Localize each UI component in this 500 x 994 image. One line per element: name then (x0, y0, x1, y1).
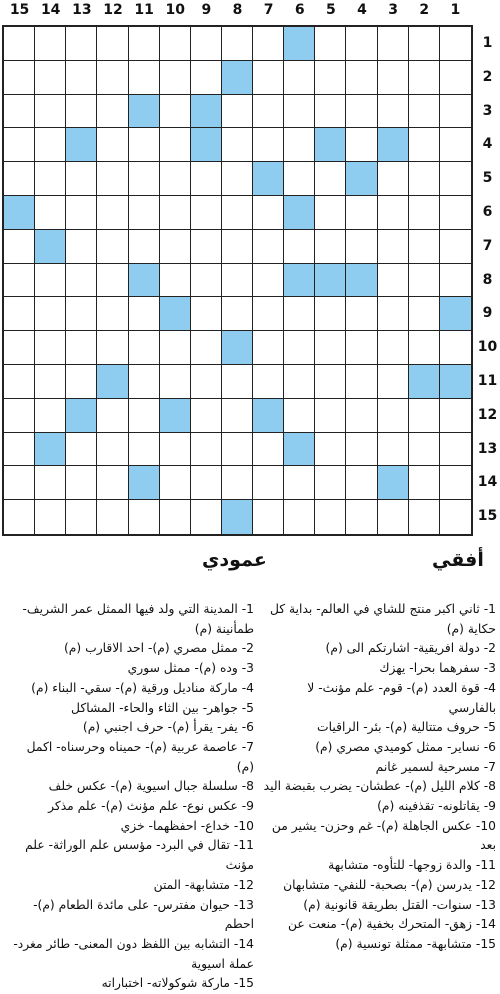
answer-cell[interactable] (191, 196, 222, 230)
answer-cell[interactable] (129, 230, 160, 264)
column-number: 7 (263, 2, 274, 18)
shaded-cell (346, 162, 377, 196)
shaded-cell (346, 264, 377, 298)
answer-cell[interactable] (315, 297, 346, 331)
answer-cell[interactable] (222, 196, 253, 230)
clue-item: 8- كلام الليل (م)- عطشان- يضرب بقبضة اليد (263, 779, 496, 794)
clue-item: 12- يدرسن (م)- بصحبة- للنفي- متشابهان (283, 877, 496, 892)
column-number: 4 (357, 2, 367, 18)
answer-cell[interactable] (97, 27, 128, 61)
answer-cell[interactable] (4, 264, 35, 298)
shaded-cell (191, 95, 222, 129)
answer-cell[interactable] (191, 61, 222, 95)
answer-cell[interactable] (191, 399, 222, 433)
answer-cell[interactable] (346, 331, 377, 365)
answer-cell[interactable] (440, 399, 471, 433)
clue-item: 4- قوة العدد (م)- قوم- علم مؤنث- لا بالفارسي (307, 680, 496, 715)
answer-cell[interactable] (191, 365, 222, 399)
answer-cell[interactable] (97, 399, 128, 433)
answer-cell[interactable] (66, 95, 97, 129)
answer-cell[interactable] (35, 297, 66, 331)
answer-cell[interactable] (66, 27, 97, 61)
answer-cell[interactable] (160, 196, 191, 230)
answer-cell[interactable] (191, 162, 222, 196)
shaded-cell (129, 264, 160, 298)
answer-cell[interactable] (409, 95, 440, 129)
answer-cell[interactable] (409, 128, 440, 162)
answer-cell[interactable] (315, 230, 346, 264)
answer-cell[interactable] (191, 466, 222, 500)
column-number: 13 (72, 2, 92, 18)
answer-cell[interactable] (129, 162, 160, 196)
answer-cell[interactable] (409, 230, 440, 264)
answer-cell[interactable] (160, 230, 191, 264)
shaded-cell (35, 230, 66, 264)
answer-cell[interactable] (97, 95, 128, 129)
row-number: 5 (482, 170, 493, 187)
answer-cell[interactable] (66, 433, 97, 467)
shaded-cell (378, 466, 409, 500)
shaded-cell (222, 61, 253, 95)
clue-item: 4- ماركة مناديل ورقية (م)- سقي- البناء (م) (31, 680, 254, 695)
row-number: 12 (477, 406, 498, 423)
answer-cell[interactable] (4, 500, 35, 534)
clue-item: 3- سفرهما بحرا- يهزك (379, 661, 496, 676)
answer-cell[interactable] (35, 162, 66, 196)
answer-cell[interactable] (97, 433, 128, 467)
clue-item: 14- التشابه بين اللفظ دون المعنى- طائر مغرد- عملة اسيوية (13, 936, 254, 971)
answer-cell[interactable] (129, 500, 160, 534)
answer-cell[interactable] (440, 61, 471, 95)
answer-cell[interactable] (4, 399, 35, 433)
shaded-cell (129, 95, 160, 129)
answer-cell[interactable] (222, 95, 253, 129)
answer-cell[interactable] (409, 433, 440, 467)
row-number: 2 (482, 68, 493, 85)
answer-cell[interactable] (315, 95, 346, 129)
answer-cell[interactable] (160, 433, 191, 467)
answer-cell[interactable] (97, 264, 128, 298)
answer-cell[interactable] (409, 196, 440, 230)
answer-cell[interactable] (160, 500, 191, 534)
answer-cell[interactable] (4, 27, 35, 61)
answer-cell[interactable] (35, 500, 66, 534)
answer-cell[interactable] (4, 128, 35, 162)
answer-cell[interactable] (253, 230, 284, 264)
answer-cell[interactable] (35, 264, 66, 298)
clue-item: 11- والدة زوجها- للتأوه- متشابهة (328, 858, 496, 873)
answer-cell[interactable] (378, 365, 409, 399)
answer-cell[interactable] (253, 365, 284, 399)
answer-cell[interactable] (35, 399, 66, 433)
clue-item: 1- المدينة التي ولد فيها الممثل عمر الشريف- طمأنينة (م) (22, 602, 254, 636)
answer-cell[interactable] (346, 61, 377, 95)
answer-cell[interactable] (191, 297, 222, 331)
answer-cell[interactable] (315, 27, 346, 61)
answer-cell[interactable] (440, 196, 471, 230)
answer-cell[interactable] (346, 27, 377, 61)
answer-cell[interactable] (4, 365, 35, 399)
row-number: 8 (482, 271, 493, 288)
column-number: 10 (165, 2, 185, 18)
column-number: 9 (201, 2, 212, 18)
answer-cell[interactable] (66, 162, 97, 196)
answer-cell[interactable] (253, 466, 284, 500)
shaded-cell (66, 128, 97, 162)
answer-cell[interactable] (97, 466, 128, 500)
clue-item: 12- متشابهة- المتن (153, 877, 254, 892)
answer-cell[interactable] (160, 27, 191, 61)
column-number: 3 (388, 2, 399, 18)
answer-cell[interactable] (4, 297, 35, 331)
answer-cell[interactable] (191, 27, 222, 61)
answer-cell[interactable] (253, 433, 284, 467)
answer-cell[interactable] (4, 466, 35, 500)
answer-cell[interactable] (440, 128, 471, 162)
column-number: 6 (294, 2, 305, 18)
shaded-cell (315, 264, 346, 298)
answer-cell[interactable] (346, 230, 377, 264)
shaded-cell (284, 264, 315, 298)
answer-cell[interactable] (4, 95, 35, 129)
shaded-cell (97, 365, 128, 399)
answer-cell[interactable] (160, 95, 191, 129)
clue-item: 7- مسرحية لسمير غانم (375, 759, 496, 774)
row-number: 10 (477, 339, 498, 356)
answer-cell[interactable] (440, 264, 471, 298)
answer-cell[interactable] (35, 466, 66, 500)
answer-cell[interactable] (346, 365, 377, 399)
answer-cell[interactable] (440, 27, 471, 61)
answer-cell[interactable] (222, 433, 253, 467)
clue-item: 6- يفر- يقرأ (م)- حرف اجنبي (م) (82, 720, 254, 735)
answer-cell[interactable] (284, 365, 315, 399)
answer-cell[interactable] (222, 365, 253, 399)
answer-cell[interactable] (284, 95, 315, 129)
answer-cell[interactable] (378, 399, 409, 433)
answer-cell[interactable] (253, 128, 284, 162)
answer-cell[interactable] (191, 264, 222, 298)
answer-cell[interactable] (378, 162, 409, 196)
answer-cell[interactable] (315, 331, 346, 365)
answer-cell[interactable] (253, 297, 284, 331)
answer-cell[interactable] (378, 230, 409, 264)
answer-cell[interactable] (129, 399, 160, 433)
answer-cell[interactable] (160, 331, 191, 365)
answer-cell[interactable] (191, 230, 222, 264)
row-number: 3 (482, 102, 493, 119)
row-number: 9 (482, 305, 493, 322)
clue-item: 8- سلسلة جبال اسيوية (م)- عكس خلف (48, 779, 254, 794)
clue-item: 10- خداع- احفظهما- خزي (120, 818, 254, 833)
row-number: 1 (482, 34, 493, 51)
answer-cell[interactable] (66, 196, 97, 230)
answer-cell[interactable] (315, 61, 346, 95)
answer-cell[interactable] (129, 433, 160, 467)
answer-cell[interactable] (97, 297, 128, 331)
answer-cell[interactable] (253, 196, 284, 230)
answer-cell[interactable] (129, 331, 160, 365)
shaded-cell (253, 162, 284, 196)
clue-item: 7- عاصمة عربية (م)- حميناه وحرسناه- اكمل (م) (26, 739, 254, 774)
answer-cell[interactable] (284, 162, 315, 196)
answer-cell[interactable] (409, 27, 440, 61)
down-heading: عمودي (202, 549, 267, 571)
answer-cell[interactable] (66, 331, 97, 365)
answer-cell[interactable] (378, 196, 409, 230)
shaded-cell (4, 196, 35, 230)
clue-item: 13- سنوات- القتل بطريقة قانونية (م) (303, 897, 496, 912)
answer-cell[interactable] (35, 196, 66, 230)
answer-cell[interactable] (253, 331, 284, 365)
answer-cell[interactable] (378, 331, 409, 365)
answer-cell[interactable] (409, 162, 440, 196)
answer-cell[interactable] (35, 61, 66, 95)
shaded-cell (35, 433, 66, 467)
answer-cell[interactable] (378, 433, 409, 467)
answer-cell[interactable] (284, 399, 315, 433)
clue-item: 15- ماركة شوكولاته- اختباراته (101, 976, 254, 991)
row-number: 13 (477, 440, 498, 457)
answer-cell[interactable] (160, 466, 191, 500)
shaded-cell (284, 196, 315, 230)
answer-cell[interactable] (440, 466, 471, 500)
row-number: 14 (477, 474, 498, 491)
answer-cell[interactable] (409, 399, 440, 433)
row-number: 15 (477, 508, 498, 525)
answer-cell[interactable] (191, 331, 222, 365)
answer-cell[interactable] (440, 95, 471, 129)
answer-cell[interactable] (378, 27, 409, 61)
answer-cell[interactable] (97, 196, 128, 230)
answer-cell[interactable] (129, 27, 160, 61)
clue-item: 5- حروف متتالية (م)- بئر- الراقيات (317, 720, 496, 735)
clue-item: 14- زهق- المتحرك بخفية (م)- منعت عن (287, 917, 496, 932)
answer-cell[interactable] (378, 61, 409, 95)
answer-cell[interactable] (315, 466, 346, 500)
answer-cell[interactable] (191, 500, 222, 534)
answer-cell[interactable] (284, 466, 315, 500)
answer-cell[interactable] (129, 365, 160, 399)
answer-cell[interactable] (222, 466, 253, 500)
column-number: 1 (450, 2, 461, 18)
answer-cell[interactable] (160, 128, 191, 162)
answer-cell[interactable] (97, 230, 128, 264)
column-number: 8 (232, 2, 243, 18)
answer-cell[interactable] (409, 466, 440, 500)
clue-item: 3- وده (م)- ممثل سوري (127, 661, 254, 676)
answer-cell[interactable] (315, 399, 346, 433)
answer-cell[interactable] (440, 331, 471, 365)
answer-cell[interactable] (346, 466, 377, 500)
answer-cell[interactable] (315, 196, 346, 230)
shaded-cell (253, 399, 284, 433)
row-number: 7 (482, 237, 493, 254)
answer-cell[interactable] (346, 95, 377, 129)
answer-cell[interactable] (346, 196, 377, 230)
shaded-cell (160, 297, 191, 331)
column-number: 12 (103, 2, 123, 18)
clue-item: 2- دولة افريقية- اشارتكم الى (م) (325, 641, 496, 656)
shaded-cell (440, 297, 471, 331)
shaded-cell (191, 128, 222, 162)
answer-cell[interactable] (284, 128, 315, 162)
clue-item: 13- حيوان مفترس- على مائدة الطعام (م)- احطم (33, 897, 254, 932)
answer-cell[interactable] (253, 264, 284, 298)
answer-cell[interactable] (440, 500, 471, 534)
answer-cell[interactable] (66, 365, 97, 399)
shaded-cell (284, 433, 315, 467)
answer-cell[interactable] (129, 196, 160, 230)
clue-item: 9- عكس نوع- علم مؤنث (م)- علم مذكر (48, 799, 254, 814)
answer-cell[interactable] (315, 365, 346, 399)
answer-cell[interactable] (253, 61, 284, 95)
row-number: 6 (482, 203, 493, 220)
answer-cell[interactable] (129, 61, 160, 95)
answer-cell[interactable] (222, 27, 253, 61)
answer-cell[interactable] (160, 365, 191, 399)
clue-item: 15- متشابهة- ممثلة تونسية (م) (335, 936, 496, 951)
answer-cell[interactable] (284, 61, 315, 95)
answer-cell[interactable] (35, 27, 66, 61)
answer-cell[interactable] (222, 297, 253, 331)
answer-cell[interactable] (97, 61, 128, 95)
clue-item: 1- ثاني اكبر منتج للشاي في العالم- بداية كل حكاية (م) (269, 602, 496, 636)
answer-cell[interactable] (4, 331, 35, 365)
answer-cell[interactable] (66, 500, 97, 534)
answer-cell[interactable] (315, 500, 346, 534)
answer-cell[interactable] (35, 331, 66, 365)
answer-cell[interactable] (222, 162, 253, 196)
answer-cell[interactable] (4, 230, 35, 264)
column-number: 14 (40, 2, 61, 18)
row-number: 11 (477, 372, 498, 389)
shaded-cell (222, 331, 253, 365)
answer-cell[interactable] (35, 95, 66, 129)
answer-cell[interactable] (160, 162, 191, 196)
clue-item: 6- نساير- ممثل كوميدي مصري (م) (315, 739, 496, 754)
answer-cell[interactable] (66, 297, 97, 331)
answer-cell[interactable] (346, 297, 377, 331)
answer-cell[interactable] (284, 297, 315, 331)
answer-cell[interactable] (129, 128, 160, 162)
answer-cell[interactable] (440, 162, 471, 196)
column-number: 2 (419, 2, 430, 18)
row-number: 4 (482, 136, 493, 153)
answer-cell[interactable] (97, 500, 128, 534)
answer-cell[interactable] (409, 297, 440, 331)
answer-cell[interactable] (66, 230, 97, 264)
answer-cell[interactable] (284, 331, 315, 365)
answer-cell[interactable] (440, 230, 471, 264)
clue-item: 10- عكس الجاهلة (م)- غم وحزن- يشير من بعد (271, 818, 496, 853)
answer-cell[interactable] (315, 433, 346, 467)
answer-cell[interactable] (4, 162, 35, 196)
answer-cell[interactable] (409, 264, 440, 298)
answer-cell[interactable] (378, 297, 409, 331)
answer-cell[interactable] (409, 500, 440, 534)
answer-cell[interactable] (222, 230, 253, 264)
answer-cell[interactable] (66, 466, 97, 500)
across-heading: أفقي (432, 549, 484, 571)
down-clue-list (6, 600, 254, 994)
clue-item: 2- ممثل مصري (م)- احد الاقارب (م) (64, 641, 254, 656)
answer-cell[interactable] (35, 128, 66, 162)
crossword-grid (2, 25, 473, 536)
answer-cell[interactable] (346, 399, 377, 433)
shaded-cell (409, 365, 440, 399)
column-number: 5 (326, 2, 336, 18)
answer-cell[interactable] (253, 27, 284, 61)
column-number: 15 (9, 2, 30, 18)
answer-cell[interactable] (4, 61, 35, 95)
answer-cell[interactable] (66, 264, 97, 298)
shaded-cell (160, 399, 191, 433)
answer-cell[interactable] (253, 95, 284, 129)
answer-cell[interactable] (4, 433, 35, 467)
answer-cell[interactable] (378, 500, 409, 534)
shaded-cell (222, 500, 253, 534)
answer-cell[interactable] (378, 264, 409, 298)
shaded-cell (315, 128, 346, 162)
shaded-cell (440, 365, 471, 399)
column-number: 11 (134, 2, 154, 18)
answer-cell[interactable] (409, 61, 440, 95)
answer-cell[interactable] (440, 433, 471, 467)
answer-cell[interactable] (222, 399, 253, 433)
answer-cell[interactable] (346, 128, 377, 162)
clue-item: 5- جواهر- بين الثاء والحاء- المشاكل (71, 700, 254, 715)
shaded-cell (284, 27, 315, 61)
clue-item: 9- يقاتلونه- تقذفينه (م) (377, 799, 496, 814)
shaded-cell (66, 399, 97, 433)
answer-cell[interactable] (346, 433, 377, 467)
answer-cell[interactable] (346, 500, 377, 534)
answer-cell[interactable] (129, 297, 160, 331)
clue-item: 11- تقال في البرد- مؤسس علم الوراثة- علم مؤنث (25, 838, 254, 873)
answer-cell[interactable] (97, 331, 128, 365)
answer-cell[interactable] (160, 264, 191, 298)
answer-cell[interactable] (66, 61, 97, 95)
answer-cell[interactable] (222, 128, 253, 162)
answer-cell[interactable] (191, 433, 222, 467)
across-clue-list (262, 600, 496, 955)
answer-cell[interactable] (378, 95, 409, 129)
answer-cell[interactable] (97, 162, 128, 196)
shaded-cell (378, 128, 409, 162)
answer-cell[interactable] (35, 365, 66, 399)
answer-cell[interactable] (315, 162, 346, 196)
answer-cell[interactable] (284, 500, 315, 534)
answer-cell[interactable] (253, 500, 284, 534)
answer-cell[interactable] (409, 331, 440, 365)
answer-cell[interactable] (97, 128, 128, 162)
answer-cell[interactable] (284, 230, 315, 264)
shaded-cell (129, 466, 160, 500)
answer-cell[interactable] (222, 264, 253, 298)
answer-cell[interactable] (160, 61, 191, 95)
